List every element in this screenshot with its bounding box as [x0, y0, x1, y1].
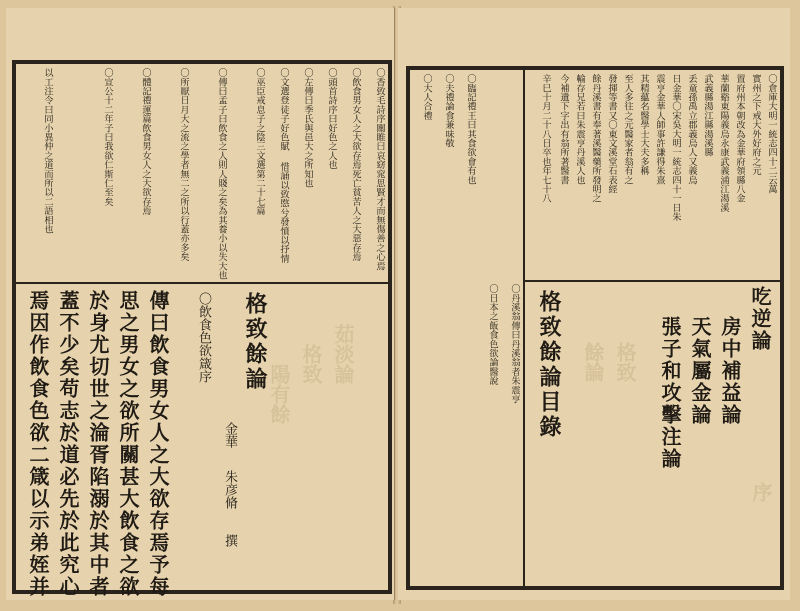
bleed-through-text: 茹淡論 — [331, 324, 355, 384]
commentary-column: 實州之下戒大外好府之元 — [750, 74, 761, 176]
preface-heading: 〇飲食色欲箴序 — [196, 292, 211, 383]
commentary-column: 〇左傳曰季氏與邑大之所知也 — [302, 68, 313, 188]
bleed-through-text: 格致 — [299, 344, 323, 384]
commentary-column: 〇巫臣戒息子之陰三文選第二十七篇 — [254, 68, 265, 216]
commentary-column: 餘丹溪書有奉著溪醫藥所發明之 — [590, 74, 601, 203]
preface-column: 傳曰飲食男女人之大欲存焉予每 — [146, 290, 170, 598]
commentary-column: 丢童孫禹立郡義烏人又義烏 — [686, 74, 697, 185]
bleed-through-text: 序 — [749, 482, 773, 502]
commentary-column: 〇文選登徒子好色賦 惜誦以致愍兮發憤以抒情 — [278, 68, 289, 263]
commentary-column: 〇日本之飯食色欲論醫說 — [487, 284, 498, 386]
commentary-column: 〇臨記禮王曰其食欲會有也 — [465, 74, 476, 185]
right-lower-toc — [524, 281, 781, 587]
commentary-column: 今補遺下字出有翁所著醫書 — [558, 74, 569, 185]
commentary-column: 震亨金華人師事許謙得朱熹 — [654, 74, 665, 185]
commentary-column: 〇頭首詩序曰好色之人也 — [326, 68, 337, 170]
toc-item: 天氣屬金論 — [688, 316, 712, 426]
preface-column: 於身尤切世之淪胥陷溺於其中者 — [86, 290, 110, 598]
left-page — [6, 8, 395, 600]
bleed-through-text: 陽有餘 — [267, 364, 291, 424]
commentary-column: 輸存兄若曰朱震亨丹溪人也 — [574, 74, 585, 185]
commentary-column: 〇夫禮論食兼味敬 — [443, 74, 454, 148]
book-title: 格致餘論 — [242, 292, 268, 392]
commentary-column: 置府州本朝改為金華府領縣八金 — [734, 74, 745, 203]
bleed-through-text: 餘論 — [581, 342, 605, 382]
commentary-column: 〇體記禮運篇飲食男女人之大欲存焉 — [140, 68, 151, 216]
commentary-column: 日金華〇宋吳大明一統志四十一日朱 — [670, 74, 681, 222]
commentary-column: 〇香致毛詩序關睢曰哀窈窕思賢才而無傷善之心焉 — [374, 68, 385, 271]
toc-title: 格致餘論目錄 — [536, 290, 562, 440]
commentary-column: 〇宣公十二年子曰我欲仁斯仁至矣 — [102, 68, 113, 206]
preface-column: 焉因作飲食色欲二箴以示弟姪并 — [26, 290, 50, 598]
commentary-column: 華蘭谿東陽義烏永康武義浦江湯溪 — [718, 74, 729, 212]
left-lower-main-text — [15, 283, 389, 598]
commentary-column: 武義縣湯江縣湯溪縣 — [702, 74, 713, 157]
right-upper-commentary — [524, 69, 781, 281]
left-upper-commentary — [15, 63, 389, 283]
commentary-column: 〇大人合禮 — [421, 74, 432, 120]
commentary-column: 其精蘊名醫學士大夫多稱 — [638, 74, 649, 176]
commentary-column: 發揮等書又〇東文溪堂石表經 — [606, 74, 617, 194]
commentary-column: 〇所厭日月大之流之學者無二之所以行蓋亦多矣 — [178, 68, 189, 262]
toc-item: 張子和攻擊注論 — [658, 316, 682, 470]
preface-column: 蓋不少矣苟志於道必先於此究心 — [56, 290, 80, 598]
author-role: 撰 — [222, 534, 237, 547]
commentary-column: 〇傳曰孟子曰飲食之人則人賤之矣為其養小以失大也 — [216, 68, 227, 280]
commentary-column: 以工注令曰同小異仲之道而所以二語相也 — [42, 68, 53, 234]
author-origin: 金華 — [222, 422, 237, 448]
author-name: 朱彦脩 — [222, 470, 237, 509]
right-page — [398, 8, 790, 600]
commentary-column: 〇丹溪翁傳曰丹溪翁者朱震亨 — [509, 284, 520, 404]
commentary-column: 〇倉庫大明一統志四十二云萬 — [766, 74, 777, 194]
toc-item: 房中補益論 — [718, 316, 742, 426]
preface-column: 思之男女之欲所關甚大飲食之欲 — [116, 290, 140, 598]
commentary-column: 辛巳十月二十八日卒也年七十八 — [540, 74, 551, 203]
commentary-column: 至人多往之元醫家者翁有之 — [622, 74, 633, 185]
commentary-column: 〇飲食男女人之大欲存焉死亡貧苦人之大惡存焉 — [350, 68, 361, 262]
bleed-through-text: 格致 — [613, 342, 637, 382]
right-lower-left-commentary — [409, 69, 524, 587]
toc-item: 吃逆論 — [748, 286, 772, 352]
